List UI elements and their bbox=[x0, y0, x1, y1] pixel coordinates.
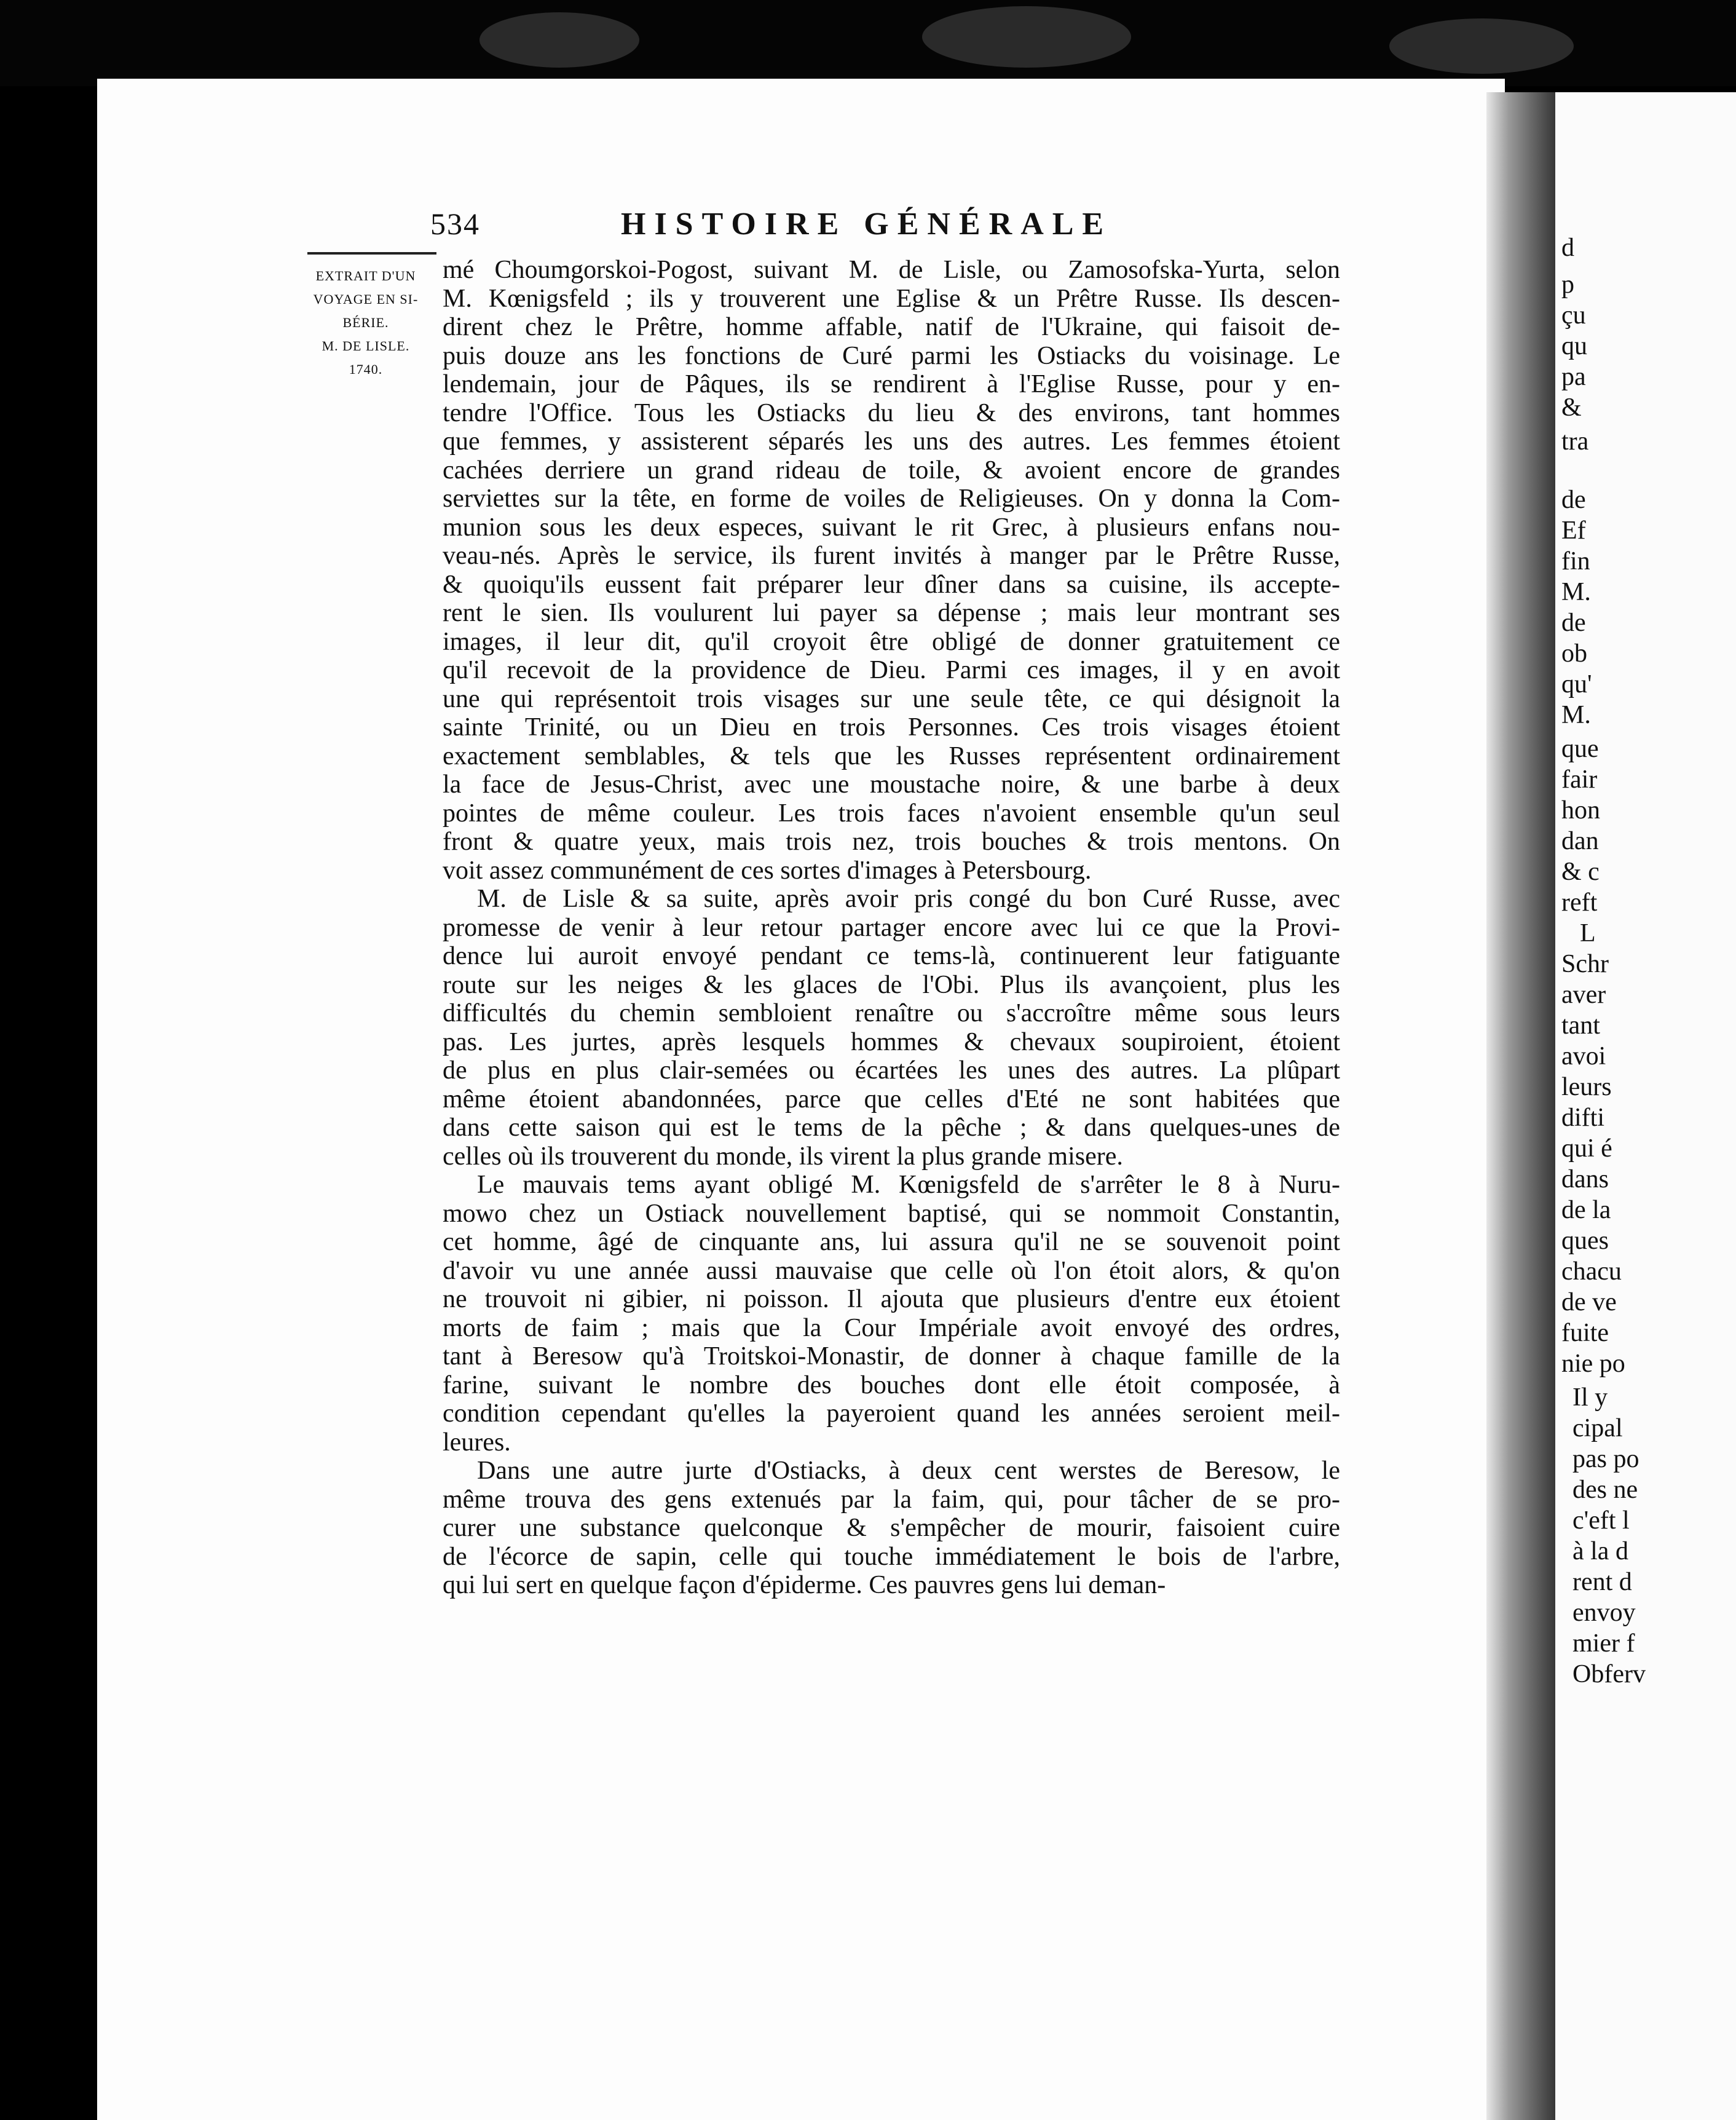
text-line: mé Choumgorskoi-Pogost, suivant M. de Lisle, ou Zamosofska-Yurta, selon bbox=[443, 256, 1340, 284]
text-line: condition cependant qu'elles la payeroient quand les années seroient meil- bbox=[443, 1399, 1340, 1428]
text-line: serviettes sur la tête, en forme de voiles de Religieuses. On y donna la Com- bbox=[443, 485, 1340, 513]
facing-page-fragment: qui é bbox=[1561, 1134, 1612, 1163]
facing-page-fragment: M. bbox=[1561, 578, 1591, 606]
text-line: ne trouvoit ni gibier, ni poisson. Il ajouta que plusieurs d'entre eux étoient bbox=[443, 1285, 1340, 1313]
facing-page-fragment: p bbox=[1561, 271, 1574, 299]
page-number: 534 bbox=[430, 207, 480, 241]
body-text bbox=[443, 256, 1340, 1600]
text-line: curer une substance quelconque & s'empêcher de mourir, faisoient cuire bbox=[443, 1514, 1340, 1542]
text-line: celles où ils trouverent du monde, ils virent la plus grande misere. bbox=[443, 1142, 1123, 1171]
text-line: M. de Lisle & sa suite, après avoir pris congé du bon Curé Russe, avec bbox=[477, 885, 1340, 913]
facing-page-fragment: qu bbox=[1561, 332, 1587, 360]
text-line: rent le sien. Ils voulurent lui payer sa dépense ; mais leur montrant ses bbox=[443, 599, 1340, 627]
facing-page-fragment: Ef bbox=[1561, 516, 1586, 545]
facing-page-fragment: à la d bbox=[1572, 1537, 1628, 1565]
facing-page-fragment: reft bbox=[1561, 888, 1598, 917]
text-line: que femmes, y assisterent séparés les uns des autres. Les femmes étoient bbox=[443, 427, 1340, 456]
facing-page-fragment: fin bbox=[1561, 547, 1590, 575]
text-line: images, il leur dit, qu'il croyoit être obligé de donner gratuitement ce bbox=[443, 627, 1340, 656]
text-line: veau-nés. Après le service, ils furent invités à manger par le Prêtre Russe, bbox=[443, 542, 1340, 570]
text-line: tendre l'Office. Tous les Ostiacks du lieu & des environs, tant hommes bbox=[443, 398, 1340, 427]
margin-note bbox=[289, 264, 443, 381]
text-line: exactement semblables, & tels que les Russes représentent ordinairement bbox=[443, 742, 1340, 770]
facing-page-fragment: envoy bbox=[1572, 1599, 1636, 1627]
text-line: même trouva des gens extenués par la faim, qui, pour tâcher de se pro- bbox=[443, 1485, 1340, 1514]
text-line: même étoient abandonnées, parce que celles d'Eté ne sont habitées que bbox=[443, 1085, 1340, 1113]
text-line: qui lui sert en quelque façon d'épiderme. Ces pauvres gens lui deman- bbox=[443, 1571, 1166, 1599]
facing-page bbox=[1555, 92, 1736, 2120]
text-line: qu'il recevoit de la providence de Dieu. Parmi ces images, il y en avoit bbox=[443, 656, 1340, 684]
text-line: dans cette saison qui est le tems de la pêche ; & dans quelques-unes de bbox=[443, 1113, 1340, 1142]
text-line: une qui représentoit trois visages sur une seule tête, ce qui désignoit la bbox=[443, 684, 1340, 713]
text-line: leures. bbox=[443, 1428, 511, 1457]
facing-page-fragment: des ne bbox=[1572, 1476, 1638, 1504]
scan-background-blotch bbox=[1389, 18, 1574, 74]
facing-page-fragment: & bbox=[1561, 394, 1582, 422]
facing-page-fragment: ques bbox=[1561, 1227, 1609, 1255]
facing-page-fragment: mier f bbox=[1572, 1629, 1635, 1658]
facing-page-fragment: hon bbox=[1561, 796, 1600, 825]
text-line: route sur les neiges & les glaces de l'Obi. Plus ils avançoient, plus les bbox=[443, 970, 1340, 999]
facing-page-fragment: cipal bbox=[1572, 1414, 1623, 1442]
text-line: & quoiqu'ils eussent fait préparer leur dîner dans sa cuisine, ils accepte- bbox=[443, 570, 1340, 599]
page-gutter-shadow bbox=[1486, 92, 1560, 2120]
text-line: pas. Les jurtes, après lesquels hommes & chevaux soupiroient, étoient bbox=[443, 1027, 1340, 1056]
text-line: farine, suivant le nombre des bouches dont elle étoit composée, à bbox=[443, 1370, 1340, 1399]
facing-page-fragment: fair bbox=[1561, 765, 1598, 794]
text-line: tant à Beresow qu'à Troitskoi-Monastir, de donner à chaque famille de la bbox=[443, 1342, 1340, 1370]
margin-note-line: EXTRAIT D'UN bbox=[315, 268, 416, 283]
scan-background-blotch bbox=[922, 6, 1131, 68]
facing-page-fragment: M. bbox=[1561, 701, 1591, 729]
text-line: mowo chez un Ostiack nouvellement baptisé, qui se nommoit Constantin, bbox=[443, 1199, 1340, 1228]
text-line: cachées derriere un grand rideau de toile, & avoient encore de grandes bbox=[443, 456, 1340, 485]
text-line: cet homme, âgé de cinquante ans, lui assura qu'il ne se souvenoit point bbox=[443, 1228, 1340, 1256]
margin-note-line: VOYAGE EN SI- bbox=[313, 291, 419, 307]
facing-page-fragment: tra bbox=[1561, 427, 1589, 456]
text-line: munion sous les deux especes, suivant le rit Grec, à plusieurs enfans nou- bbox=[443, 513, 1340, 542]
text-line: la face de Jesus-Christ, avec une moustache noire, & une barbe à deux bbox=[443, 770, 1340, 799]
facing-page-fragment: difti bbox=[1561, 1104, 1604, 1132]
facing-page-fragment: rent d bbox=[1572, 1568, 1632, 1596]
text-line: difficultés du chemin sembloient renaître ou s'accroître même sous leurs bbox=[443, 999, 1340, 1027]
facing-page-fragment: de la bbox=[1561, 1196, 1611, 1224]
facing-page-fragment: pa bbox=[1561, 363, 1586, 391]
scan-background-blotch bbox=[479, 12, 639, 68]
text-line: pointes de même couleur. Les trois faces n'avoient ensemble qu'un seul bbox=[443, 799, 1340, 828]
running-head: HISTOIRE GÉNÉRALE bbox=[621, 207, 1113, 242]
facing-page-fragment: ob bbox=[1561, 639, 1587, 668]
text-line: front & quatre yeux, mais trois nez, trois bouches & trois mentons. On bbox=[443, 828, 1340, 856]
facing-page-fragment: chacu bbox=[1561, 1257, 1622, 1286]
facing-page-fragment: de bbox=[1561, 486, 1586, 514]
margin-note-line: 1740. bbox=[349, 362, 383, 377]
text-line: sainte Trinité, ou un Dieu en trois Personnes. Ces trois visages étoient bbox=[443, 713, 1340, 742]
facing-page-fragment: d bbox=[1561, 234, 1574, 262]
text-line: d'avoir vu une année aussi mauvaise que celle où l'on étoit alors, & qu'on bbox=[443, 1256, 1340, 1285]
facing-page-fragment: çu bbox=[1561, 301, 1586, 330]
facing-page-fragment: & c bbox=[1561, 858, 1600, 886]
facing-page-fragment: aver bbox=[1561, 981, 1606, 1009]
text-line: Dans une autre jurte d'Ostiacks, à deux cent werstes de Beresow, le bbox=[477, 1457, 1340, 1485]
facing-page-fragment: Il y bbox=[1572, 1383, 1608, 1412]
text-line: M. Kœnigsfeld ; ils y trouverent une Eglise & un Prêtre Russe. Ils descen- bbox=[443, 284, 1340, 313]
facing-page-fragment: pas po bbox=[1572, 1445, 1639, 1473]
text-line: lendemain, jour de Pâques, ils se rendirent à l'Eglise Russe, pour y en- bbox=[443, 370, 1340, 398]
facing-page-fragment: fuite bbox=[1561, 1319, 1609, 1347]
text-line: de plus en plus clair-semées ou écartées les unes des autres. La plûpart bbox=[443, 1056, 1340, 1085]
margin-rule bbox=[307, 252, 436, 255]
text-line: voit assez communément de ces sortes d'images à Petersbourg. bbox=[443, 856, 1092, 885]
facing-page-fragment: c'eft l bbox=[1572, 1506, 1630, 1535]
facing-page-fragment: Obferv bbox=[1572, 1660, 1646, 1688]
facing-page-fragment: tant bbox=[1561, 1011, 1600, 1040]
facing-page-fragment: nie po bbox=[1561, 1350, 1625, 1378]
facing-page-fragment: avoi bbox=[1561, 1042, 1606, 1070]
facing-page-fragment: dan bbox=[1561, 827, 1599, 855]
margin-note-line: BÉRIE. bbox=[342, 315, 389, 330]
facing-page-fragment: Schr bbox=[1561, 950, 1609, 978]
facing-page-fragment: leurs bbox=[1561, 1073, 1612, 1101]
margin-note-line: M. DE LISLE. bbox=[322, 338, 410, 354]
facing-page-fragment: L bbox=[1580, 919, 1596, 947]
facing-page-fragment: de ve bbox=[1561, 1288, 1617, 1316]
text-line: puis douze ans les fonctions de Curé parmi les Ostiacks du voisinage. Le bbox=[443, 341, 1340, 370]
text-line: dirent chez le Prêtre, homme affable, natif de l'Ukraine, qui faisoit de- bbox=[443, 313, 1340, 341]
text-line: promesse de venir à leur retour partager encore avec lui ce que la Provi- bbox=[443, 913, 1340, 942]
text-line: dence lui auroit envoyé pendant ce tems-là, continuerent leur fatiguante bbox=[443, 942, 1340, 970]
text-line: Le mauvais tems ayant obligé M. Kœnigsfeld de s'arrêter le 8 à Nuru- bbox=[477, 1171, 1340, 1199]
facing-page-fragment: de bbox=[1561, 609, 1586, 637]
text-line: de l'écorce de sapin, celle qui touche immédiatement le bois de l'arbre, bbox=[443, 1542, 1340, 1571]
facing-page-fragment: dans bbox=[1561, 1165, 1609, 1193]
facing-page-fragment: qu' bbox=[1561, 670, 1592, 698]
text-line: morts de faim ; mais que la Cour Impériale avoit envoyé des ordres, bbox=[443, 1313, 1340, 1342]
facing-page-fragment: que bbox=[1561, 735, 1599, 763]
